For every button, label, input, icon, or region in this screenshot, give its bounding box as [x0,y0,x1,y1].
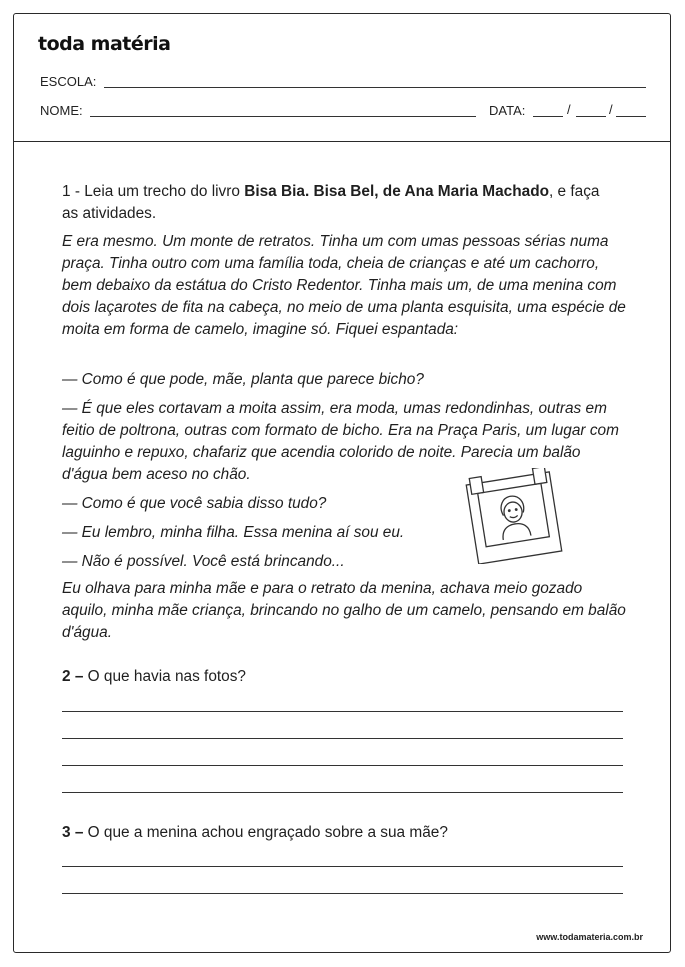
school-line[interactable] [104,87,646,88]
date-month-line[interactable] [576,116,606,117]
question-2-prompt: 2 – O que havia nas fotos? [62,668,246,685]
taped-portrait-photo-icon [462,468,566,564]
answer-line[interactable] [62,765,623,766]
school-label: ESCOLA: [40,74,97,89]
excerpt-paragraph: E era mesmo. Um monte de retratos. Tinha um com umas pessoas sérias numa praça. Tinha outro com uma família toda, cheia de crianças e até um cachorro, bem debaixo da estátua do Cristo Redentor. Tinha mais um, de uma menina com dois laçarotes de fita na cabeça, no meio de uma planta esquisita, uma espécie de moita em forma de camelo, imagine só. Fiquei espantada: [62,233,626,338]
answer-line[interactable] [62,792,623,793]
answer-line[interactable] [62,711,623,712]
date-label: DATA: [489,103,526,118]
footer-url: www.todamateria.com.br [536,932,643,942]
excerpt-paragraph: — É que eles cortavam a moita assim, era moda, umas redondinhas, outras em feitio de poltrona, outras com formato de bicho. Era na Praça Paris, um lugar com laguinho e repuxo, chafariz que acendia colorido de noite. Parecia um balão d'água bem aceso no chão. [62,400,619,483]
excerpt-paragraph: — Eu lembro, minha filha. Essa menina aí sou eu. [62,524,405,541]
excerpt-paragraph: Eu olhava para minha mãe e para o retrato da menina, achava meio gozado aquilo, minha mãe criança, brincando no galho de um camelo, pensando em balão d'água. [62,580,626,641]
date-year-line[interactable] [616,116,646,117]
answer-line[interactable] [62,738,623,739]
question-3-prompt: 3 – O que a menina achou engraçado sobre a sua mãe? [62,824,448,841]
date-separator: / [609,102,613,117]
answer-line[interactable] [62,893,623,894]
header-divider [14,141,670,142]
brand-logo: toda matéria [38,33,171,55]
answer-line[interactable] [62,866,623,867]
name-line[interactable] [90,116,476,117]
excerpt-paragraph: — Como é que pode, mãe, planta que parece bicho? [62,371,424,388]
question-1-prompt: 1 - Leia um trecho do livro Bisa Bia. Bisa Bel, de Ana Maria Machado, e faça as atividades. [62,183,600,222]
name-label: NOME: [40,103,83,118]
date-separator: / [567,102,571,117]
date-day-line[interactable] [533,116,563,117]
excerpt-paragraph: — Como é que você sabia disso tudo? [62,495,327,512]
excerpt-paragraph: — Não é possível. Você está brincando... [62,553,345,570]
